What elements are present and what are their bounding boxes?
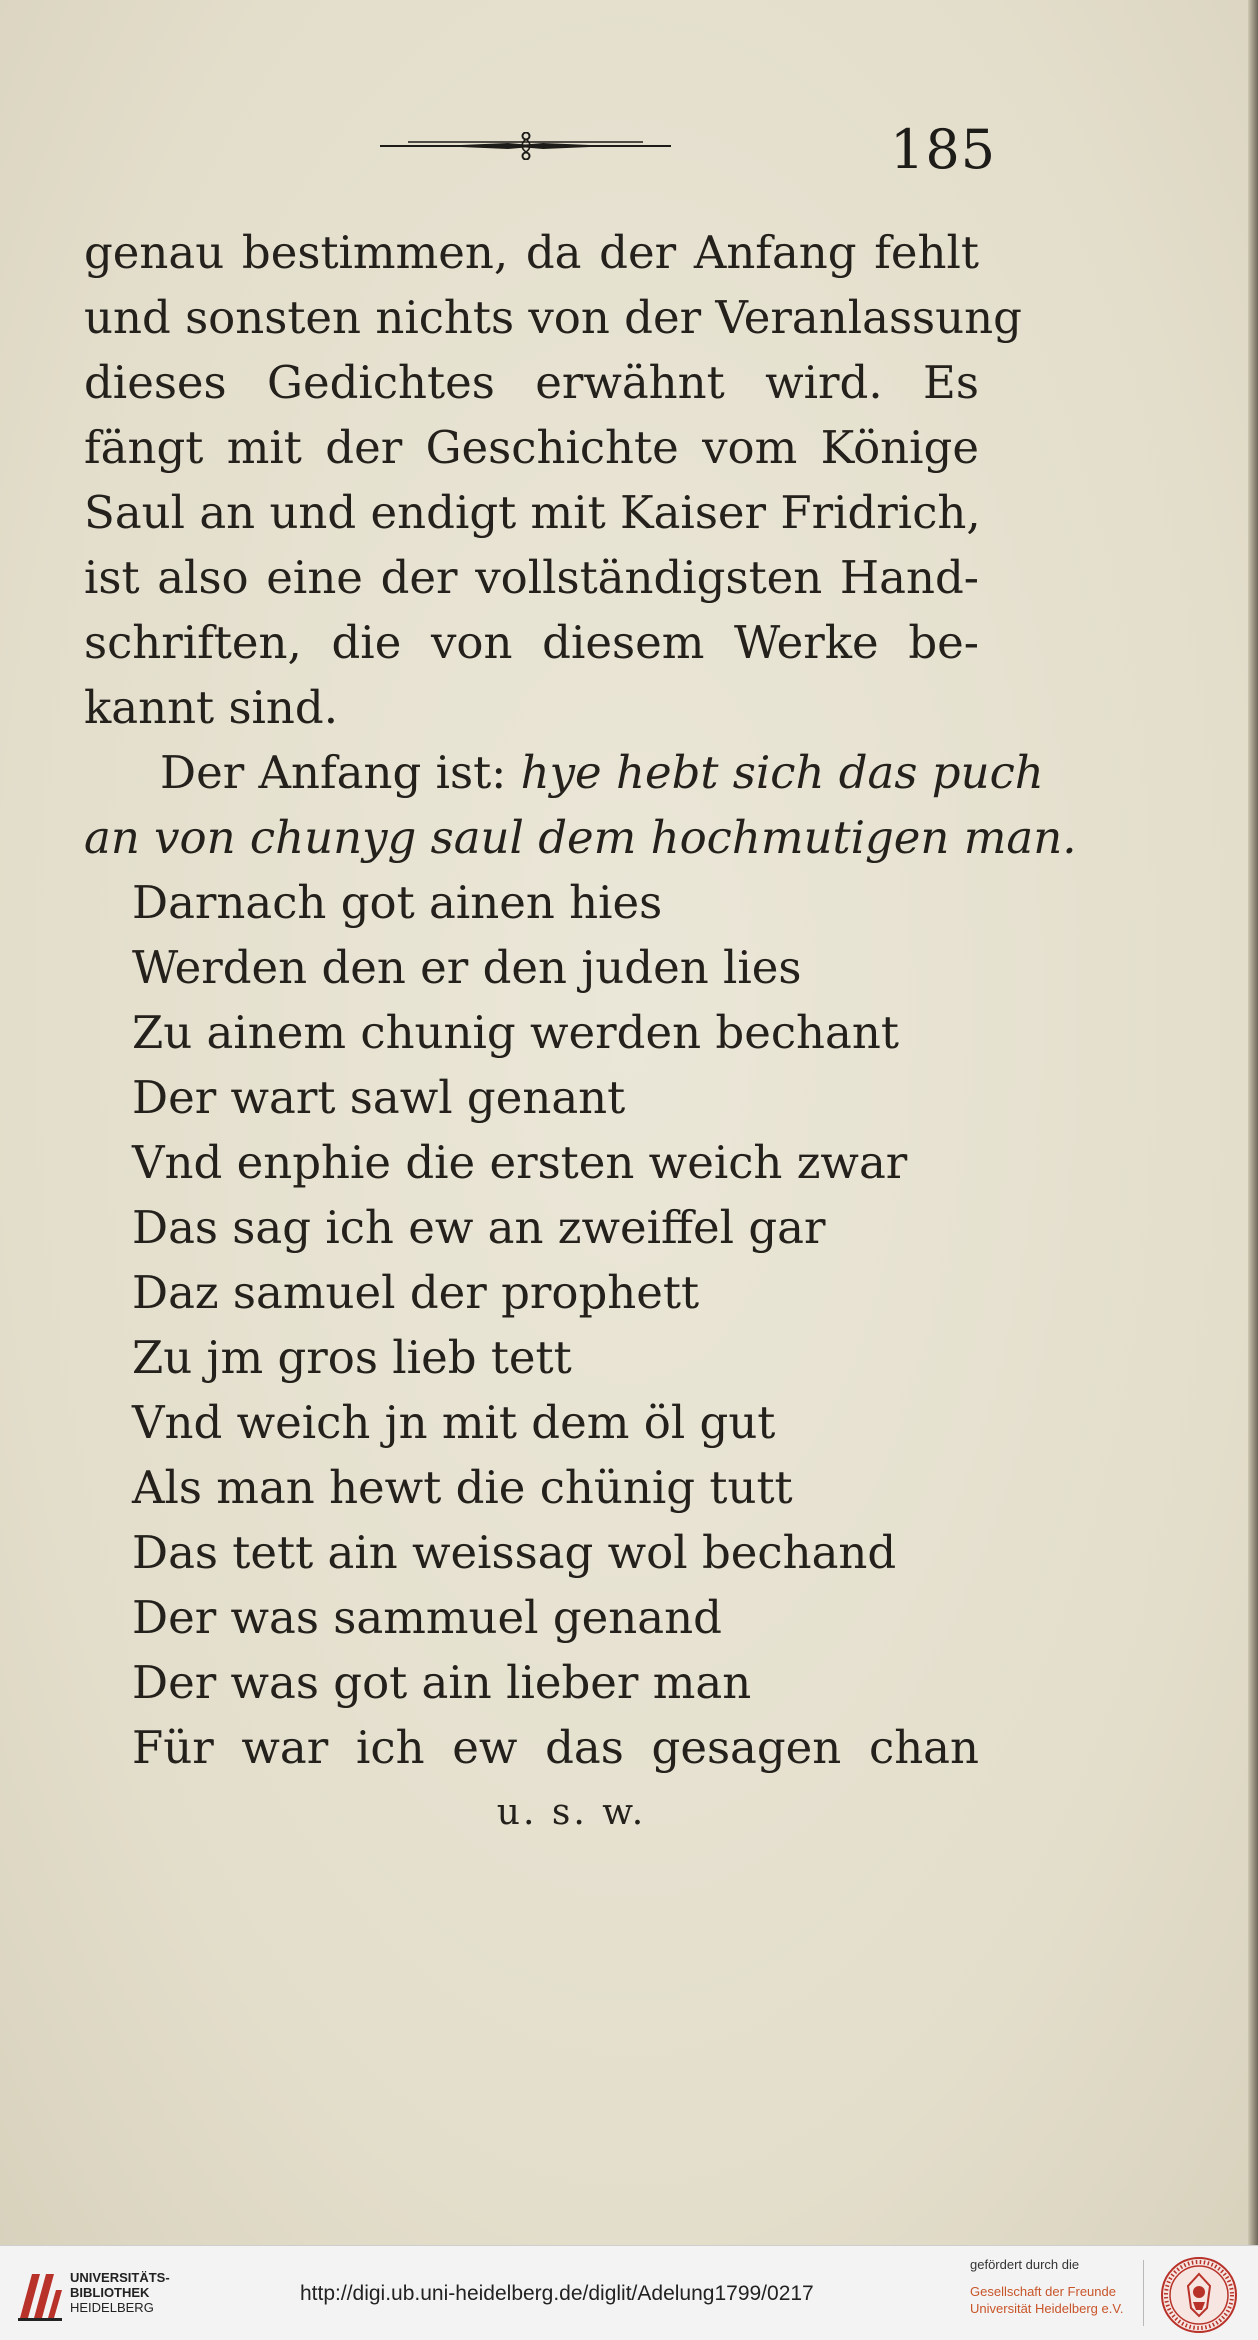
verse-line: Zu jm gros lieb tett [132,1331,572,1384]
footer-bar [0,2245,1258,2340]
university-seal-icon[interactable] [1160,2256,1238,2334]
verse-line: Das sag ich ew an zweiffel gar [132,1201,826,1254]
body-text [84,220,1077,1845]
last-verse-line: Für war ich ew das gesagen chan [132,1721,979,1774]
intro-lead: Der Anfang ist: [160,746,507,799]
sponsor-block [970,2256,1140,2317]
verse-line: Werden den er den juden lies [132,941,802,994]
footer-divider [1143,2260,1144,2326]
sponsor-line1: Gesellschaft der Freunde [970,2284,1116,2299]
verse-line: Darnach got ainen hies [132,876,663,929]
library-name-line2: BIBLIOTHEK [70,2285,150,2300]
intro-line [84,740,1044,805]
prose-line: dieses Gedichtes erwähnt wird. Es [84,356,979,409]
verse-line: Vnd enphie die ersten weich zwar [132,1136,908,1189]
page-edge-shadow [1248,0,1258,2245]
verse-line: Das tett ain weissag wol bechand [132,1526,897,1579]
header-ornament [378,132,673,160]
verse-line: Als man hewt die chünig tutt [132,1461,793,1514]
verse-line: Der was sammuel genand [132,1591,722,1644]
intro-italic-line2: an von chunyg saul dem hochmutigen man. [84,811,1077,864]
verse-line: Vnd weich jn mit dem öl gut [132,1396,776,1449]
prose-line: und sonsten nichts von der Veranlassung [84,291,1022,344]
intro-italic: hye hebt sich das puch [520,746,1044,799]
page-number: 185 [890,118,997,181]
prose-line: schriften, die von diesem Werke be- [84,616,979,669]
prose-line: fängt mit der Geschichte vom Könige [84,421,979,474]
prose-line: ist also eine der vollständigsten Hand- [84,551,979,604]
permalink-url[interactable]: http://digi.ub.uni-heidelberg.de/diglit/Adelung1799/0217 [300,2282,814,2305]
library-name-line1: UNIVERSITÄTS- [70,2270,170,2285]
sponsor-intro: gefördert durch die [970,2257,1080,2272]
closing-usw: u. s. w. [496,1792,647,1833]
verse-line: Daz samuel der prophett [132,1266,700,1319]
library-name [70,2270,170,2315]
sponsor-line2: Universität Heidelberg e.V. [970,2301,1124,2316]
verse-line: Der wart sawl genant [132,1071,626,1124]
university-library-logo-icon[interactable] [14,2266,64,2324]
prose-line: Saul an und endigt mit Kaiser Fridrich, [84,486,981,539]
verse-line: Zu ainem chunig werden bechant [132,1006,899,1059]
verse-line: Der was got ain lieber man [132,1656,752,1709]
prose-line: kannt sind. [84,681,339,734]
prose-line: genau bestimmen, da der Anfang fehlt [84,226,979,279]
library-name-line3: HEIDELBERG [70,2300,154,2315]
